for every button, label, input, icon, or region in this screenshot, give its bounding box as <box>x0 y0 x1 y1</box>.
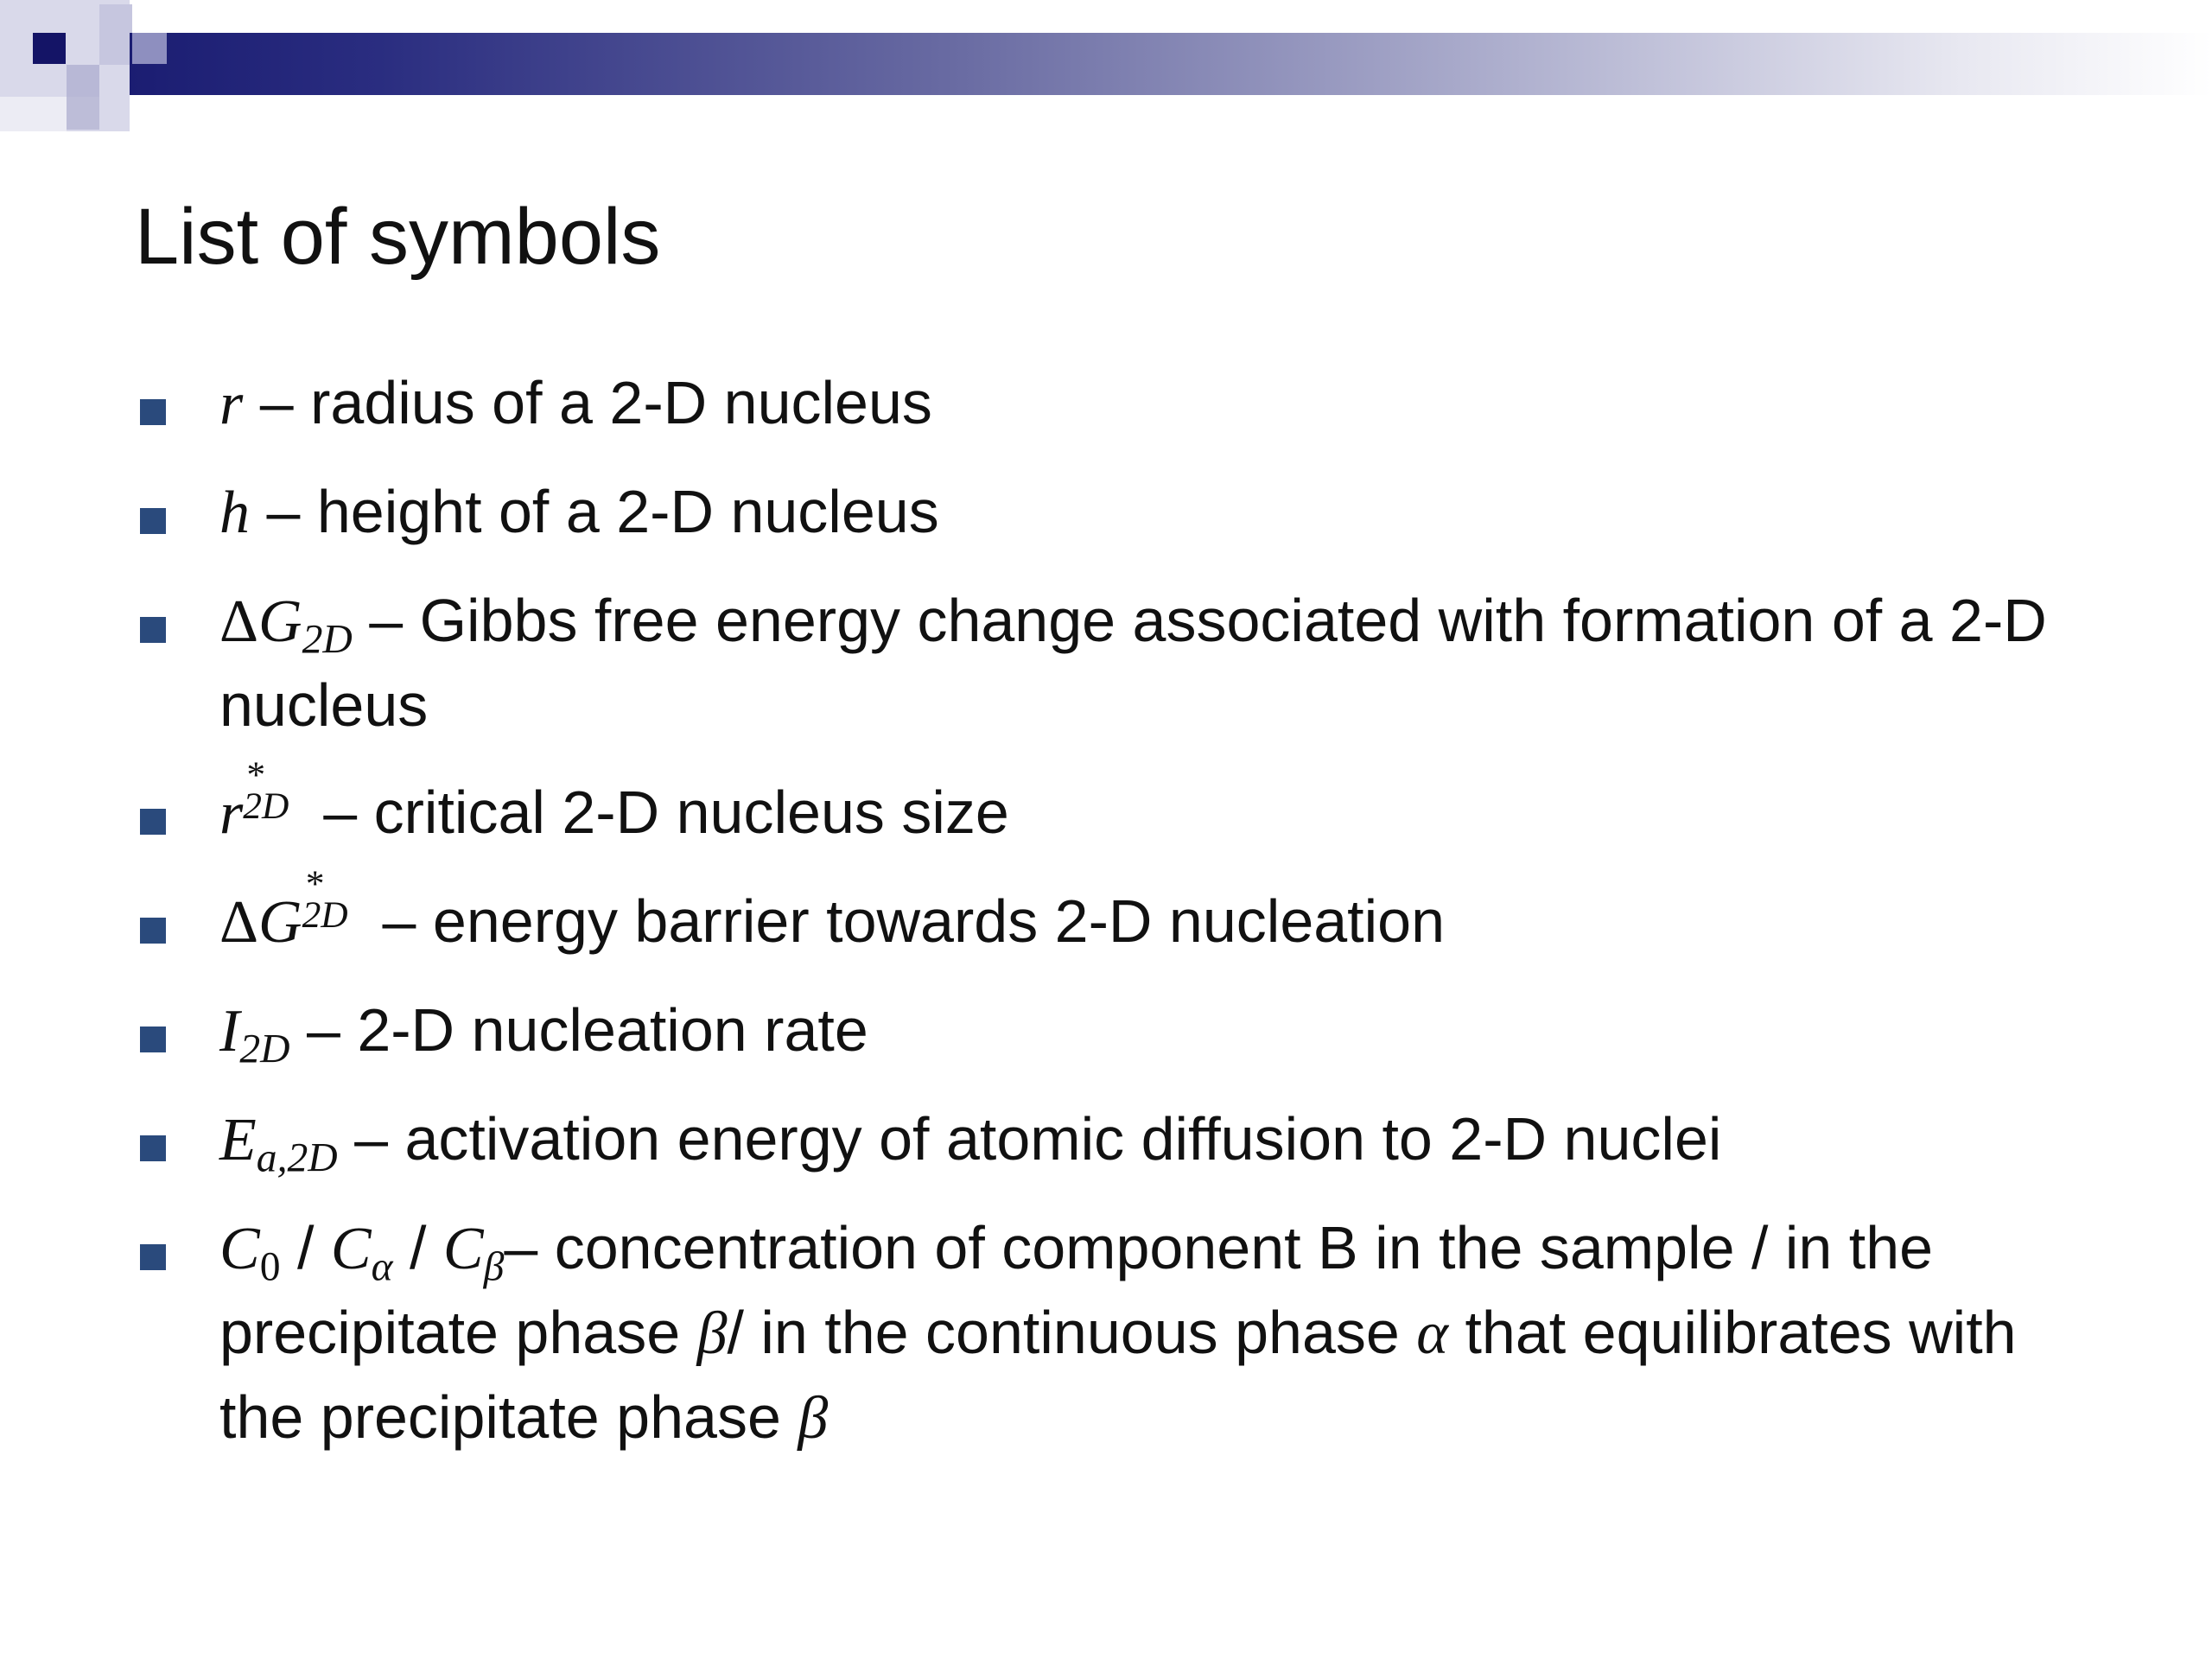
separator-slash: / <box>296 1214 315 1281</box>
symbol-i-2d <box>219 998 290 1072</box>
symbol-c: C <box>330 1216 372 1282</box>
bullet-square-icon <box>140 1244 166 1270</box>
header-gradient-bar <box>130 33 2212 95</box>
delta-symbol: Δ <box>219 889 259 956</box>
subscript-alpha: α <box>371 1244 393 1290</box>
item-description-part1: – concentration of component B in the sample / in the precipitate phase <box>219 1214 1934 1366</box>
list-item-gibbs-energy <box>135 579 2079 747</box>
list-item-nucleation-rate <box>135 988 2079 1073</box>
item-description: – activation energy of atomic diffusion to 2-D nuclei <box>354 1105 1722 1173</box>
bullet-square-icon <box>140 809 166 835</box>
symbol-delta-g-star-2d <box>219 862 365 956</box>
list-item-activation-energy <box>135 1097 2079 1182</box>
bullet-square-icon <box>140 918 166 944</box>
header-square-pale <box>0 97 67 131</box>
item-description: – height of a 2-D nucleus <box>266 478 939 545</box>
list-item-height <box>135 470 2079 555</box>
subscript-2d: 2D <box>302 894 348 937</box>
separator-slash: / <box>410 1214 427 1281</box>
bullet-square-icon <box>140 1027 166 1052</box>
superscript-star: * <box>303 862 323 905</box>
symbol-delta-g-2d <box>219 588 353 663</box>
item-description: – Gibbs free energy change associated with formation of a 2-D nucleus <box>219 587 2047 739</box>
symbol-c-0 <box>219 1216 281 1290</box>
item-description: – radius of a 2-D nucleus <box>259 369 932 436</box>
symbol-g: G <box>258 588 302 655</box>
symbol-r: r <box>219 371 244 437</box>
subscript-0: 0 <box>259 1244 281 1290</box>
bullet-square-icon <box>140 399 166 425</box>
symbol-c: C <box>442 1216 484 1282</box>
bullet-square-icon <box>140 508 166 534</box>
symbol-i: I <box>219 998 240 1065</box>
superscript-star: * <box>245 753 264 796</box>
subscript-2d: 2D <box>239 1027 290 1072</box>
subscript-a-2d: a,2D <box>256 1135 338 1181</box>
subscript-2d: 2D <box>302 617 353 663</box>
header-square-mid-lower <box>67 97 99 130</box>
symbol-e: E <box>219 1107 257 1173</box>
item-description-part3: that equilibrates with the precipitate phase <box>219 1299 2017 1451</box>
list-item-concentrations <box>135 1206 2079 1460</box>
superscript-subscript <box>302 862 366 942</box>
item-description: – energy barrier towards 2-D nucleation <box>382 887 1446 955</box>
item-description: – 2-D nucleation rate <box>306 996 868 1064</box>
symbol-r: r <box>219 780 244 847</box>
header-square-tall <box>99 4 132 65</box>
superscript-subscript <box>243 753 307 833</box>
symbol-c-alpha <box>330 1216 393 1290</box>
symbol-h: h <box>219 480 250 546</box>
header-square-dark <box>33 33 66 64</box>
slide-title: List of symbols <box>135 193 661 281</box>
symbol-c-beta <box>442 1216 505 1290</box>
symbol-c: C <box>219 1216 260 1282</box>
greek-alpha: α <box>1416 1300 1449 1367</box>
subscript-beta: β <box>483 1244 505 1290</box>
symbol-list <box>135 361 2079 1484</box>
header-square-mid <box>67 65 99 97</box>
list-item-critical-size <box>135 753 2079 855</box>
bullet-square-icon <box>140 617 166 643</box>
header-square-accent <box>132 33 167 64</box>
item-description-part2: / in the continuous phase <box>727 1299 1400 1366</box>
list-item-radius <box>135 361 2079 446</box>
symbol-e-a-2d <box>219 1107 338 1181</box>
item-description: – critical 2-D nucleus size <box>323 779 1009 846</box>
greek-beta-end: β <box>798 1385 829 1452</box>
greek-beta: β <box>696 1300 728 1367</box>
list-item-energy-barrier <box>135 862 2079 964</box>
symbol-g: G <box>258 889 302 956</box>
subscript-2d: 2D <box>243 785 289 828</box>
bullet-square-icon <box>140 1135 166 1161</box>
symbol-r-star-2d <box>219 753 307 847</box>
delta-symbol: Δ <box>219 588 259 655</box>
